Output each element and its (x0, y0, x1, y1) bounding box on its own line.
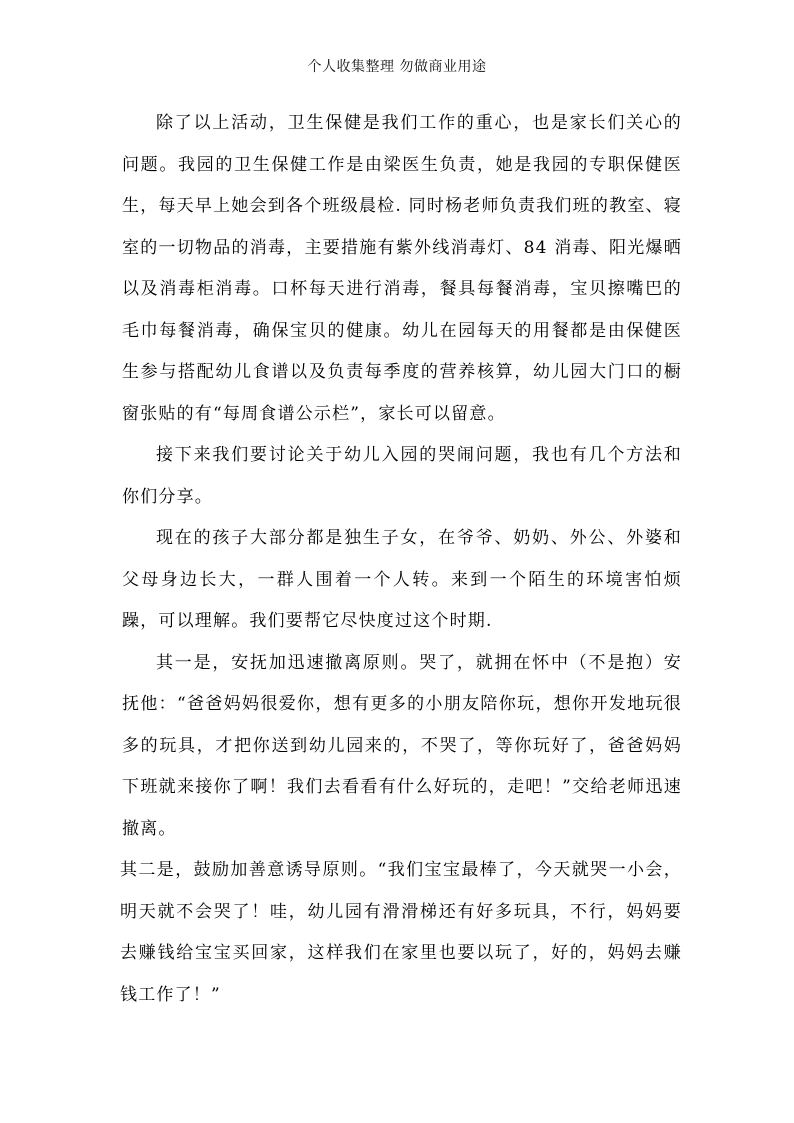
document-body (122, 103, 682, 1016)
paragraph-crying-intro: 接下来我们要讨论关于幼儿入园的哭闹问题，我也有几个方法和你们分享。 (122, 445, 682, 507)
paragraph-hygiene: 除了以上活动，卫生保健是我们工作的重心，也是家长们关心的问题。我园的卫生保健工作是由梁医生负责，她是我园的专职保健医生，每天早上她会到各个班级晨检. 同时杨老师负责我们班的教室、寝室的一切物品的消毒，主要措施有紫外线消毒灯、84 消毒、阳光爆晒以及消毒柜消毒。口杯每天进行消毒，餐具每餐消毒，宝贝擦嘴巴的毛巾每餐消毒，确保宝贝的健康。幼儿在园每天的用餐都是由保健医生参与搭配幼儿食谱以及负责每季度的营养核算，幼儿园大门口的橱窗张贴的有“每周食谱公示栏”，家长可以留意。 (122, 113, 682, 424)
paragraph-only-children: 现在的孩子大部分都是独生子女，在爷爷、奶奶、外公、外婆和父母身边长大，一群人围着一个人转。来到一个陌生的环境害怕烦躁，可以理解。我们要帮它尽快度过这个时期. (122, 528, 682, 631)
paragraph-method-two: 其二是，鼓励加善意诱导原则。“我们宝宝最棒了，今天就哭一小会，明天就不会哭了！哇，幼儿园有滑滑梯还有好多玩具，不行，妈妈要去赚钱给宝宝买回家，这样我们在家里也要以玩了，好的，妈妈去赚钱工作了！” (120, 860, 682, 1005)
paragraph-method-one: 其一是，安抚加迅速撤离原则。哭了，就拥在怀中（不是抱）安抚他：“爸爸妈妈很爱你，想有更多的小朋友陪你玩，想你开发地玩很多的玩具，才把你送到幼儿园来的，不哭了，等你玩好了，爸爸妈妈下班就来接你了啊！我们去看看有什么好玩的，走吧！”交给老师迅速撤离。 (122, 652, 682, 839)
page-header: 个人收集整理 勿做商业用途 (307, 59, 487, 75)
